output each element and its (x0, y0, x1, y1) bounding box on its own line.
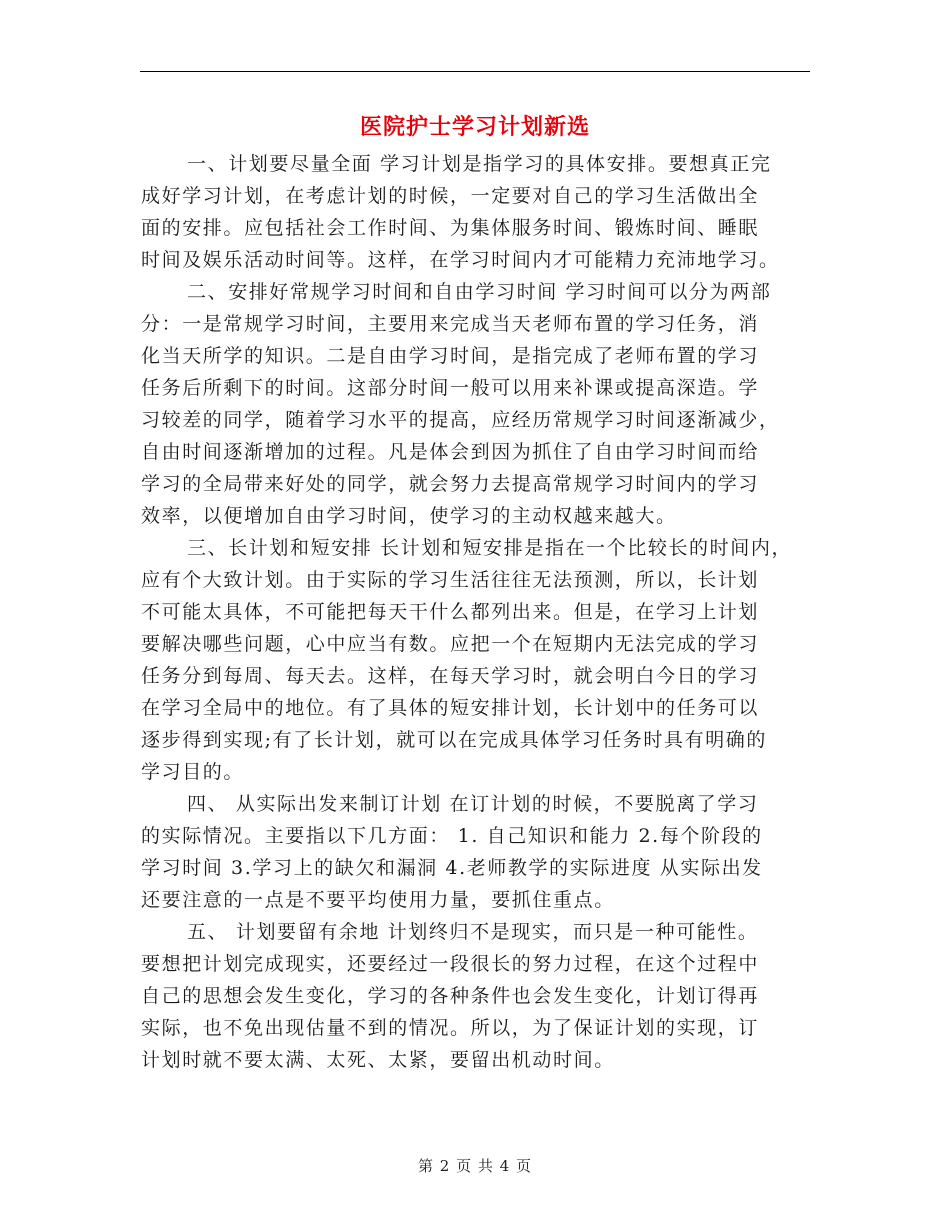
paragraph-line: 五、 计划要留有余地 计划终归不是现实，而只是一种可能性。 (187, 921, 759, 943)
paragraph-line: 二、安排好常规学习时间和自由学习时间 学习时间可以分为两部 (187, 281, 772, 303)
paragraph-line: 成好学习计划，在考虑计划的时候，一定要对自己的学习生活做出全 (141, 185, 760, 207)
document-body (141, 148, 813, 1076)
paragraph-line: 任务分到每周、每天去。这样，在每天学习时，就会明白今日的学习 (141, 665, 760, 687)
paragraph-line: 要想把计划完成现实，还要经过一段很长的努力过程，在这个过程中 (141, 953, 760, 975)
paragraph-line: 还要注意的一点是不要平均使用力量，要抓住重点。 (141, 889, 615, 911)
paragraph-line: 要解决哪些问题，心中应当有数。应把一个在短期内无法完成的学习 (141, 633, 760, 655)
paragraph-line: 在学习全局中的地位。有了具体的短安排计划，长计划中的任务可以 (141, 697, 760, 719)
paragraph-line: 一、计划要尽量全面 学习计划是指学习的具体安排。要想真正完 (187, 153, 772, 175)
paragraph-line: 学习的全局带来好处的同学，就会努力去提高常规学习时间内的学习 (141, 473, 760, 495)
paragraph-line: 计划时就不要太满、太死、太紧，要留出机动时间。 (141, 1049, 615, 1071)
header-rule (140, 71, 810, 72)
paragraph-line: 三、长计划和短安排 长计划和短安排是指在一个比较长的时间内， (187, 537, 793, 559)
paragraph-line: 实际，也不免出现估量不到的情况。所以，为了保证计划的实现，订 (141, 1017, 760, 1039)
paragraph-line: 效率，以便增加自由学习时间，使学习的主动权越来越大。 (141, 505, 677, 527)
paragraph-line: 逐步得到实现;有了长计划，就可以在完成具体学习任务时具有明确的 (141, 729, 768, 751)
paragraph-line: 化当天所学的知识。二是自由学习时间，是指完成了老师布置的学习 (141, 345, 760, 367)
paragraph-line: 学习目的。 (141, 761, 245, 783)
paragraph-line: 不可能太具体，不可能把每天干什么都列出来。但是，在学习上计划 (141, 601, 760, 623)
document-title: 医院护士学习计划新选 (359, 114, 590, 140)
paragraph-line: 应有个大致计划。由于实际的学习生活往往无法预测，所以，长计划 (141, 569, 760, 591)
paragraph-line: 的实际情况。主要指以下几方面： 1. 自己知识和能力 2.每个阶段的 (141, 825, 763, 847)
paragraph-line: 面的安排。应包括社会工作时间、为集体服务时间、锻炼时间、睡眠 (141, 217, 760, 239)
paragraph-line: 时间及娱乐活动时间等。这样，在学习时间内才可能精力充沛地学习。 (141, 249, 780, 271)
paragraph-line: 任务后所剩下的时间。这部分时间一般可以用来补课或提高深造。学 (141, 377, 760, 399)
paragraph-line: 习较差的同学，随着学习水平的提高，应经历常规学习时间逐渐减少， (141, 409, 780, 431)
paragraph-line: 学习时间 3.学习上的缺欠和漏洞 4.老师教学的实际进度 从实际出发 (141, 857, 763, 879)
paragraph-line: 自由时间逐渐增加的过程。凡是体会到因为抓住了自由学习时间而给 (141, 441, 760, 463)
page-footer: 第 2 页 共 4 页 (418, 1157, 532, 1175)
paragraph-line: 四、 从实际出发来制订计划 在订计划的时候，不要脱离了学习 (187, 793, 759, 815)
paragraph-line: 自己的思想会发生变化，学习的各种条件也会发生变化，计划订得再 (141, 985, 760, 1007)
paragraph-line: 分：一是常规学习时间，主要用来完成当天老师布置的学习任务，消 (141, 313, 760, 335)
